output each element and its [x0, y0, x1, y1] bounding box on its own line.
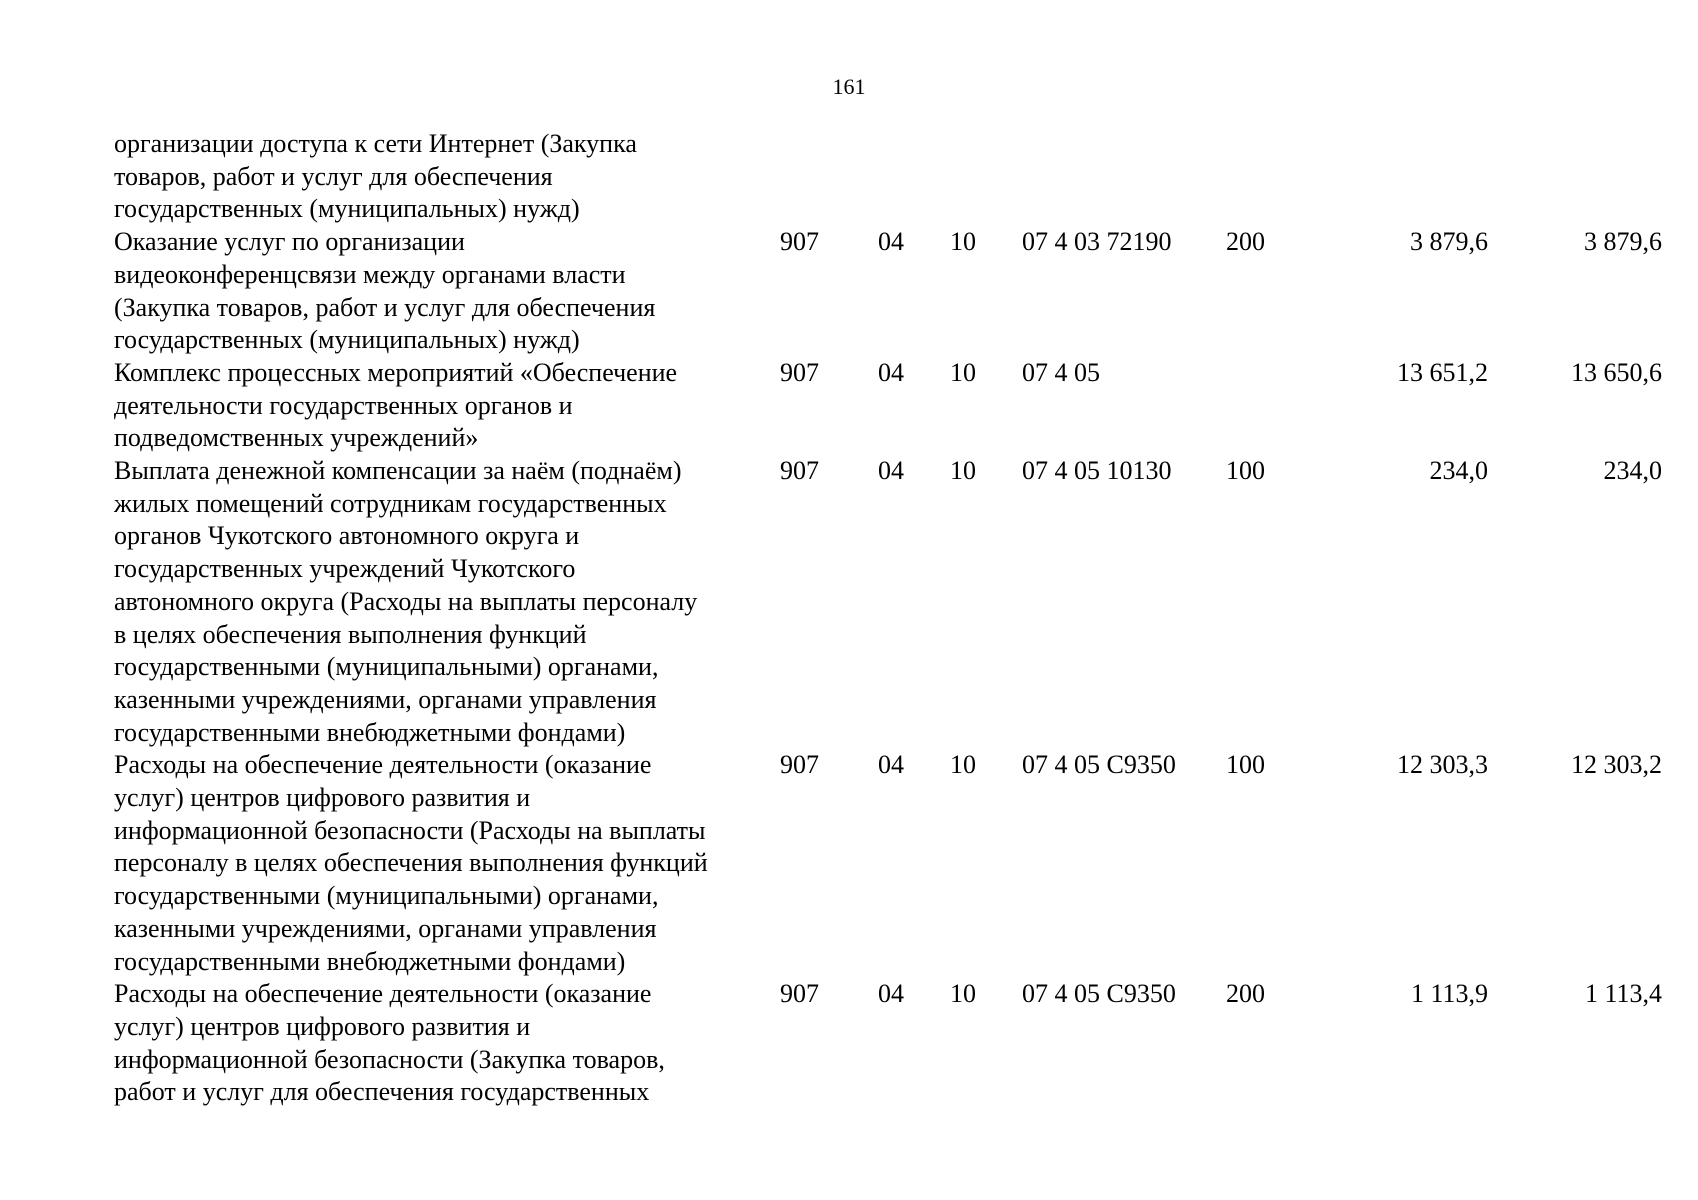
expense-type-cell: 100	[1226, 750, 1265, 780]
section-code-cell: 04	[878, 357, 904, 387]
item-name-line: услуг) центров цифрового развития и	[114, 783, 531, 813]
item-name-line: автономного округа (Расходы на выплаты персоналу	[114, 586, 698, 616]
item-name-line: государственными (муниципальными) органами,	[114, 881, 659, 911]
admin-code-cell: 907	[780, 357, 819, 387]
item-name-line: Комплекс процессных мероприятий «Обеспечение	[114, 357, 678, 387]
item-name-line: работ и услуг для обеспечения государственных	[114, 1077, 650, 1107]
target-article-cell: 07 4 05	[1022, 357, 1100, 387]
item-name-line: (Закупка товаров, работ и услуг для обеспечения	[114, 292, 656, 322]
item-name-line: Оказание услуг по организации	[114, 227, 465, 257]
item-name-line: государственных (муниципальных) нужд)	[114, 194, 580, 224]
budget-table	[114, 128, 1662, 1109]
admin-code-cell: 907	[780, 227, 819, 257]
table-row	[114, 978, 1662, 1109]
page-number: 161	[832, 74, 866, 99]
admin-code-cell: 907	[780, 979, 819, 1009]
section-code-cell: 04	[878, 979, 904, 1009]
admin-code-cell: 907	[780, 750, 819, 780]
item-name-line: в целях обеспечения выполнения функций	[114, 619, 587, 649]
item-name-line: государственными (муниципальными) органами,	[114, 652, 659, 682]
amount-1-cell: 12 303,3	[1397, 750, 1488, 780]
item-name-line: казенными учреждениями, органами управления	[114, 913, 657, 943]
item-name-line: Расходы на обеспечение деятельности (оказание	[114, 750, 652, 780]
expense-type-cell: 100	[1226, 456, 1265, 486]
amount-2-cell: 1 113,4	[1584, 979, 1662, 1009]
item-name-line: казенными учреждениями, органами управления	[114, 684, 657, 714]
item-name-line: государственных (муниципальных) нужд)	[114, 325, 580, 355]
amount-2-cell: 12 303,2	[1571, 750, 1662, 780]
amount-1-cell: 234,0	[1429, 456, 1488, 486]
item-name-cell	[114, 226, 780, 357]
section-code-cell: 04	[878, 227, 904, 257]
item-name-line: персоналу в целях обеспечения выполнения функций	[114, 848, 708, 878]
admin-code-cell: 907	[780, 456, 819, 486]
amount-1-cell: 1 113,9	[1410, 979, 1488, 1009]
item-name-cell	[114, 455, 780, 749]
item-name-line: информационной безопасности (Расходы на выплаты	[114, 815, 706, 845]
amount-2-cell: 234,0	[1603, 456, 1662, 486]
table-row	[114, 128, 1662, 226]
item-name-line: информационной безопасности (Закупка товаров,	[114, 1044, 665, 1074]
table-row	[114, 455, 1662, 749]
section-code-cell: 04	[878, 456, 904, 486]
item-name-line: органов Чукотского автономного округа и	[114, 521, 580, 551]
amount-2-cell: 13 650,6	[1571, 357, 1662, 387]
amount-1-cell: 13 651,2	[1397, 357, 1488, 387]
subsection-code-cell: 10	[950, 357, 976, 387]
subsection-code-cell: 10	[950, 456, 976, 486]
table-row	[114, 226, 1662, 357]
item-name-cell	[114, 128, 780, 226]
amount-1-cell: 3 879,6	[1410, 227, 1488, 257]
item-name-line: услуг) центров цифрового развития и	[114, 1011, 531, 1041]
amount-2-cell: 3 879,6	[1584, 227, 1662, 257]
item-name-line: подведомственных учреждений»	[114, 423, 479, 453]
target-article-cell: 07 4 05 10130	[1022, 456, 1172, 486]
item-name-line: организации доступа к сети Интернет (Закупка	[114, 129, 637, 158]
table-row	[114, 357, 1662, 455]
item-name-line: Расходы на обеспечение деятельности (оказание	[114, 979, 652, 1009]
target-article-cell: 07 4 03 72190	[1022, 227, 1172, 257]
item-name-cell	[114, 357, 780, 455]
item-name-line: государственных учреждений Чукотского	[114, 554, 576, 584]
item-name-line: государственными внебюджетными фондами)	[114, 946, 626, 976]
item-name-line: товаров, работ и услуг для обеспечения	[114, 161, 553, 191]
item-name-line: государственными внебюджетными фондами)	[114, 717, 626, 747]
item-name-cell	[114, 978, 780, 1109]
subsection-code-cell: 10	[950, 979, 976, 1009]
item-name-line: жилых помещений сотрудникам государственных	[114, 488, 667, 518]
expense-type-cell: 200	[1226, 227, 1265, 257]
target-article-cell: 07 4 05 С9350	[1022, 750, 1176, 780]
item-name-line: видеоконференцсвязи между органами власти	[114, 259, 626, 289]
item-name-line: Выплата денежной компенсации за наём (поднаём)	[114, 456, 682, 486]
subsection-code-cell: 10	[950, 227, 976, 257]
item-name-line: деятельности государственных органов и	[114, 390, 573, 420]
table-row	[114, 749, 1662, 978]
section-code-cell: 04	[878, 750, 904, 780]
target-article-cell: 07 4 05 С9350	[1022, 979, 1176, 1009]
expense-type-cell: 200	[1226, 979, 1265, 1009]
item-name-cell	[114, 749, 780, 978]
subsection-code-cell: 10	[950, 750, 976, 780]
